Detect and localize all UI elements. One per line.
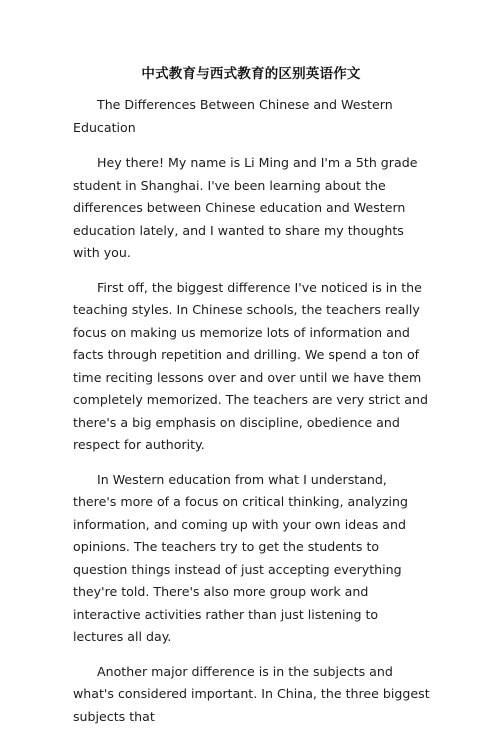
paragraph-intro: Hey there! My name is Li Ming and I'm a 5th grade student in Shanghai. I've been learning about the differences between Chinese education and Western education lately, and I wanted to share my thoughts with you. xyxy=(73,155,418,260)
essay-subtitle: The Differences Between Chinese and Western Education xyxy=(73,97,393,135)
paragraph-western-education: In Western education from what I understand, there's more of a focus on critical thinking, analyzing information, and coming up with your own ideas and opinions. The teachers try to get the students to question things instead of just accepting everything they're told. There's also more group work and interactive activities rather than just listening to lectures all day. xyxy=(73,471,408,644)
paragraph-subjects: Another major difference is in the subjects and what's considered important. In China, the three biggest subjects that xyxy=(73,663,430,724)
document-body xyxy=(73,94,431,740)
paragraph-teaching-styles: First off, the biggest difference I've noticed is in the teaching styles. In Chinese schools, the teachers really focus on making us memorize lots of information and facts through repetition and drilling. We spend a ton of time reciting lessons over and over until we have them completely memorized. The teachers are very strict and there's a big emphasis on discipline, obedience and respect for authority. xyxy=(73,279,428,452)
document-title: 中式教育与西式教育的区别英语作文 xyxy=(141,66,361,82)
